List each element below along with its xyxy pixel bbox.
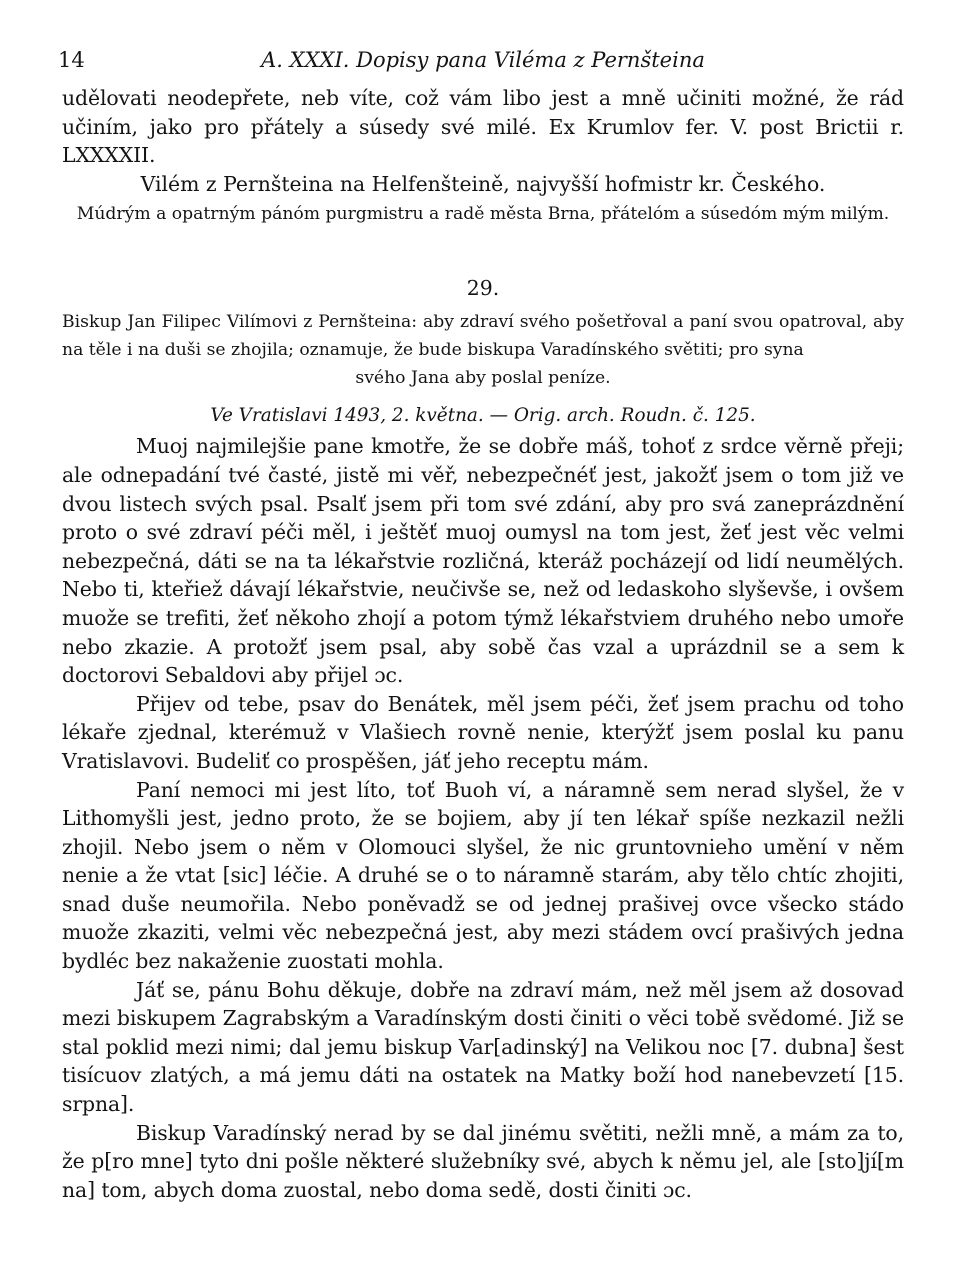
letter-paragraph-5: Biskup Varadínský nerad by se dal jinému světiti, nežli mně, a mám za to, že p[ro mne] tyto dni pošle některé služebníky své, abych k němu jel, ale [sto]jí[m na] tom, abych doma zuostal, nebo doma sedě, dosti činiti ɔc. <box>62 1120 904 1202</box>
letter-paragraph-1: Muoj najmilejšie pane kmotře, že se dobře máš, tohoť z srdce věrně přeji; ale odnepadání tvé časté, jistě mi věř, nebezpečnéť jest, jakožť jsem o tom již ve dvou listech svých psal. Psalť jsem při tom své zdání, aby pro svá zaneprázdnění proto o své zdraví péči měl, i ještěť muoj oumysl na tom jest, žeť jest věc velmi nebezpečná, dáti se na ta lékařstvie rozličná, kteráž pocházejí od lidí neumělých. Nebo ti, kteřiež dávají lékařstvie, neučivše se, než od ledaskoho slyševše, i ovšem muože se trefiti, žeť někoho zhojí a potom týmž lékařstviem druhého nebo umoře nebo zkazie. A protožť jsem psal, aby sobě čas vzal a uprázdnil se a sem k doctorovi Sebaldovi aby přijel ɔc. <box>62 434 904 688</box>
book-page <box>58 40 904 1260</box>
previous-letter-text: udělovati neodepřete, neb víte, což vám libo jest a mně učiniti možné, že rád učiním, jako pro přátely a súsedy své milé. Ex Krumlov fer. V. post Brictii r. LXXXXII. <box>62 86 904 168</box>
letter-paragraph-4: Jáť se, pánu Bohu děkuje, dobře na zdraví mám, než měl jsem až dosovad mezi biskupem Zagrabským a Varadínským dosti činiti o věci tobě svědomé. Již se stal poklid mezi nimi; dal jemu biskup Var[adinský] na Velikou noc [7. dubna] šest tisícuov zlatých, a má jemu dáti na ostatek na Matky boží hod nanebevzetí [15. srpna]. <box>62 977 904 1117</box>
letter-paragraph-2: Přijev od tebe, psav do Benátek, měl jsem péči, žeť jsem prachu od toho lékaře zjednal, kterémuž v Vlašiech rovně nenie, kterýžť jsem poslal ku panu Vratislavovi. Budeliť co prospěšen, jáť jeho receptu mám. <box>62 691 904 773</box>
running-header <box>58 40 904 80</box>
letter-29 <box>62 274 904 1204</box>
running-title: A. XXXI. Dopisy pana Viléma z Pernšteina <box>261 48 705 72</box>
letter-summary <box>62 308 904 392</box>
letter-paragraph-3: Paní nemoci mi jest líto, toť Buoh ví, a náramně sem nerad slyšel, že v Lithomyšli jest, jedno proto, že se bojiem, aby jí ten lékař spíše nezkazil nežli zhojil. Nebo jsem o něm v Olomouci slyšel, že nic gruntovnieho umění v něm nenie a že vtat [sic] léčie. A druhé se o to náramně starám, aby tělo chtíc zhojiti, snad duše neumořila. Nebo poněvadž se od jednej prašivej ovce všecko stádo muože zkaziti, velmi věc nebezpečná jest, aby mezi stádem ovcí prašivých jedna bydléc bez nakaženie zuostati mohla. <box>62 777 904 974</box>
previous-letter-signature: Vilém z Pernšteina na Helfenšteině, najvyšší hofmistr kr. Českého. <box>140 171 826 196</box>
previous-letter-address: Múdrým a opatrným pánóm purgmistru a radě města Brna, přátelóm a súsedóm mým milým. <box>76 204 890 225</box>
letter-source: Ve Vratislavi 1493, 2. května. — Orig. arch. Roudn. č. 125. <box>210 405 756 427</box>
page-number: 14 <box>58 48 85 72</box>
letter-number: 29. <box>466 276 500 301</box>
letter-summary-main: Biskup Jan Filipec Vilímovi z Pernšteina: aby zdraví svého pošetřoval a paní svou opatroval, aby na těle i na duši se zhojila; oznamuje, že bude biskupa Varadínského světiti; pro syna <box>62 312 904 361</box>
previous-letter-ending <box>62 84 904 228</box>
letter-summary-last-line: svého Jana aby poslal peníze. <box>355 368 611 389</box>
